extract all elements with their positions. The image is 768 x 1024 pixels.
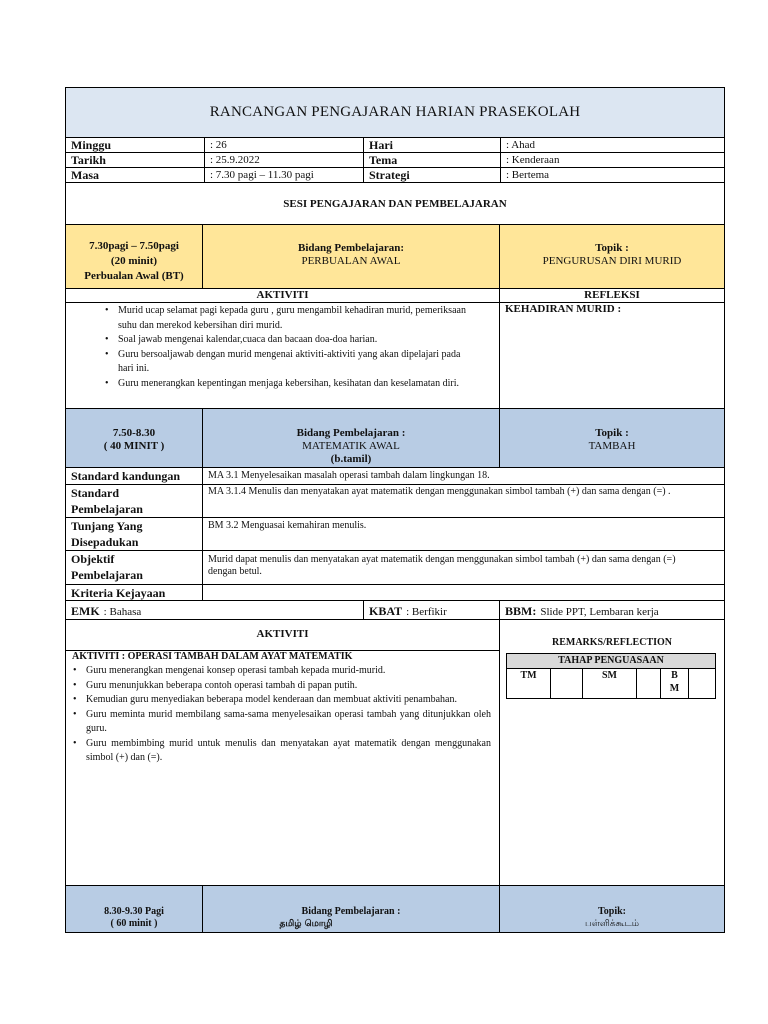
- strategi-value: : Bertema: [506, 169, 550, 181]
- tahap-bm-box[interactable]: [689, 669, 715, 699]
- info-row-1: [66, 138, 724, 153]
- tema-value: : Kenderaan: [506, 154, 560, 166]
- sp-label-2: Pembelajaran: [71, 502, 143, 516]
- sesi-heading-row: [66, 183, 724, 225]
- session1-duration: (20 minit): [110, 255, 158, 267]
- session1-body: [66, 303, 724, 409]
- ob-label-2: Pembelajaran: [71, 568, 143, 582]
- masa-label: Masa: [71, 168, 99, 182]
- session1-time: 7.30pagi – 7.50pagi: [89, 240, 179, 252]
- tarikh-value: : 25.9.2022: [210, 154, 260, 166]
- session1-bidang-label: Bidang Pembelajaran:: [297, 242, 405, 254]
- list-item: • Soal jawab mengenai kalendar,cuaca dan bacaan doa-doa harian.: [118, 333, 471, 348]
- tema-label: Tema: [369, 153, 398, 167]
- hari-label: Hari: [369, 138, 393, 152]
- session3-topik-label: Topik:: [598, 906, 626, 917]
- list-item: • Guru meminta murid membilang sama-sama menyelesaikan operasi tambah yang ditunjukkan oleh guru.: [86, 708, 491, 737]
- sp-label-1: Standard: [71, 486, 120, 500]
- session1-aktiviti-heading: AKTIVITI: [66, 289, 500, 302]
- ob-label-1: Objektif: [71, 552, 115, 566]
- list-item: • Guru bersoaljawab dengan murid mengenai aktiviti-aktiviti yang akan dipelajari pada hari ini.: [118, 348, 471, 377]
- session2-topik-cell: [500, 409, 724, 467]
- session3-bidang-cell: [203, 886, 500, 932]
- session2-bidang-value: MATEMATIK AWAL: [302, 440, 400, 452]
- sk-label: Standard kandungan: [71, 469, 181, 483]
- list-item: • Guru menunjukkan beberapa contoh operasi tambah di papan putih.: [86, 679, 491, 694]
- list-item: • Guru menerangkan mengenai konsep operasi tambah kepada murid-murid.: [86, 664, 491, 679]
- tahap-heading: TAHAP PENGUASAAN: [507, 654, 715, 669]
- strategi-label: Strategi: [369, 168, 410, 182]
- session1-topik-value: PENGURUSAN DIRI MURID: [542, 255, 682, 267]
- session1-activity-list: [66, 303, 499, 391]
- page-title: RANCANGAN PENGAJARAN HARIAN PRASEKOLAH: [209, 104, 581, 120]
- session2-aktiviti-block: [66, 620, 724, 886]
- list-item: • Kemudian guru menyediakan beberapa model kenderaan dan membuat aktiviti penambahan.: [86, 693, 491, 708]
- tj-value: BM 3.2 Menguasai kemahiran menulis.: [208, 520, 367, 531]
- tj-label-2: Disepadukan: [71, 535, 139, 549]
- ob-value: Murid dapat menulis dan menyatakan ayat matematik dengan menggunakan simbol tambah (+) dan sama dengan (=) dengan betul.: [208, 554, 676, 577]
- session3-header: [66, 886, 724, 932]
- tahap-bm: B M: [661, 669, 689, 699]
- session3-topik-value: பள்ளிக்கூடம்: [585, 919, 639, 929]
- sesi-heading: SESI PENGAJARAN DAN PEMBELAJARAN: [283, 198, 507, 210]
- emk-value: : Bahasa: [103, 606, 142, 618]
- session2-bidang-sub: (b.tamil): [330, 453, 372, 465]
- lesson-plan-page: [65, 87, 725, 933]
- emk-label: EMK: [71, 604, 100, 618]
- kriteria-row: [66, 585, 724, 601]
- standard-pembelajaran-row: [66, 485, 724, 518]
- list-item: • Murid ucap selamat pagi kepada guru , guru mengambil kehadiran murid, pemeriksaan suhu dan merekod kebersihan diri murid.: [118, 304, 471, 333]
- session1-header: [66, 225, 724, 289]
- session1-refleksi-heading: REFLEKSI: [584, 289, 640, 301]
- kk-label: Kriteria Kejayaan: [71, 586, 166, 600]
- remarks-heading: REMARKS/REFLECTION: [551, 637, 672, 648]
- tj-label-1: Tunjang Yang: [71, 519, 143, 533]
- session2-bidang-label: Bidang Pembelajaran :: [296, 427, 406, 439]
- kk-value: [203, 585, 724, 587]
- list-item: • Guru membimbing murid untuk menulis dan menyatakan ayat matematik dengan menggunakan simbol (+) dan (=).: [86, 737, 491, 766]
- list-item: • Guru menerangkan kepentingan menjaga kebersihan, kesihatan dan keselamatan diri.: [118, 377, 471, 392]
- session2-bidang-cell: [203, 409, 500, 467]
- session1-bidang-value: PERBUALAN AWAL: [301, 255, 401, 267]
- session2-aktiviti-title: AKTIVITI : OPERASI TAMBAH DALAM AYAT MATEMATIK: [72, 651, 353, 662]
- standard-kandungan-row: [66, 468, 724, 485]
- session2-activity-list: [86, 664, 491, 766]
- kbat-label: KBAT: [369, 604, 403, 618]
- session1-topik-label: Topik :: [595, 242, 629, 254]
- info-row-3: [66, 168, 724, 183]
- tahap-tm-box[interactable]: [551, 669, 583, 699]
- session3-bidang-value: தமிழ் மொழி: [279, 919, 333, 929]
- bbm-label: BBM:: [505, 604, 537, 618]
- session2-aktiviti-heading: AKTIVITI: [256, 628, 309, 640]
- session2-topik-label: Topik :: [595, 427, 629, 439]
- bbm-value: Slide PPT, Lembaran kerja: [540, 606, 659, 618]
- emk-row: [66, 601, 724, 620]
- session2-header: [66, 409, 724, 468]
- session3-time: 8.30-9.30 Pagi: [104, 906, 164, 917]
- session2-topik-value: TAMBAH: [588, 440, 636, 452]
- session1-bidang-cell: [203, 225, 500, 288]
- info-row-2: [66, 153, 724, 168]
- sp-value: MA 3.1.4 Menulis dan menyatakan ayat matematik dengan menggunakan simbol tambah (+) dan sama dengan (=) .: [208, 486, 671, 497]
- session2-time: 7.50-8.30: [112, 427, 156, 439]
- minggu-value: : 26: [210, 139, 227, 151]
- tahap-tm: TM: [507, 669, 551, 699]
- session1-topik-cell: [500, 225, 724, 288]
- session3-topik-cell: [500, 886, 724, 932]
- masa-value: : 7.30 pagi – 11.30 pagi: [210, 169, 314, 181]
- hari-value: : Ahad: [506, 139, 536, 151]
- tahap-table: [506, 653, 716, 699]
- tahap-sm-box[interactable]: [637, 669, 661, 699]
- tunjang-row: [66, 518, 724, 551]
- session1-subheader: [66, 289, 724, 303]
- title-row: [66, 88, 724, 138]
- session2-duration: ( 40 MINIT ): [103, 440, 165, 452]
- session1-time-cell: [66, 225, 203, 288]
- objektif-row: [66, 551, 724, 585]
- session3-bidang-label: Bidang Pembelajaran :: [301, 906, 401, 917]
- kehadiran-label: KEHADIRAN MURID :: [505, 303, 622, 315]
- kbat-value: : Berfikir: [406, 606, 447, 618]
- sk-value: MA 3.1 Menyelesaikan masalah operasi tambah dalam lingkungan 18.: [208, 470, 490, 481]
- tahap-sm: SM: [583, 669, 637, 699]
- session1-subtitle: Perbualan Awal (BT): [84, 270, 184, 282]
- minggu-label: Minggu: [71, 138, 112, 152]
- session3-duration: ( 60 minit ): [110, 918, 158, 929]
- session2-time-cell: [66, 409, 203, 467]
- tarikh-label: Tarikh: [71, 153, 106, 167]
